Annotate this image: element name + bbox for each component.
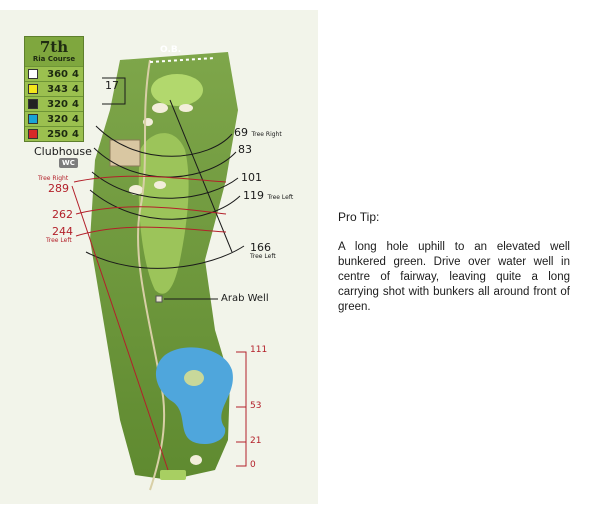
tee-row-white: [25, 66, 83, 81]
tee-row-yellow: [25, 81, 83, 96]
distance-119-note: Tree Left: [267, 194, 294, 201]
fairway-bunker-3: [190, 455, 202, 465]
water-island: [184, 370, 204, 386]
tee-box: [160, 470, 186, 480]
tee-row-black: [25, 96, 83, 111]
tee-row-red: [25, 126, 83, 141]
distance-83: 83: [238, 143, 252, 156]
tee-yards: 250: [47, 128, 68, 140]
tee-yards: 343: [47, 83, 68, 95]
tee-par: 4: [72, 128, 79, 140]
distance-289: 289: [48, 182, 69, 195]
tee-par: 4: [72, 113, 79, 125]
distance-166-note: Tree Left: [250, 253, 276, 260]
tee-yards: 360: [47, 68, 68, 80]
tee-swatch: [28, 99, 38, 109]
ob-label: O.B.: [160, 45, 182, 55]
tee-yards: 320: [47, 98, 68, 110]
pro-tip-title: Pro Tip:: [338, 210, 380, 224]
green: [151, 74, 203, 106]
distance-244: 244: [52, 225, 73, 238]
wc-badge: WC: [59, 158, 78, 168]
water-distance-111: 111: [250, 345, 268, 355]
hole-number: 7th: [39, 38, 69, 56]
distance-17: 17: [105, 79, 119, 92]
tee-par: 4: [72, 68, 79, 80]
tee-swatch: [28, 114, 38, 124]
distance-289-note: Tree Right: [38, 175, 69, 182]
tee-swatch: [28, 69, 38, 79]
pro-tip-body: A long hole uphill to an elevated well bunkered green. Drive over water well in centre of fairway, leaving quite a long carrying shot with bunkers all around front of green.: [338, 241, 570, 313]
distance-262: 262: [52, 208, 73, 221]
distance-119-value: 119: [243, 189, 264, 202]
water-distance-53: 53: [250, 401, 262, 411]
distance-69: [234, 127, 282, 138]
tee-swatch: [28, 84, 38, 94]
distance-119: [243, 190, 293, 201]
water-distance-21: 21: [250, 436, 262, 446]
course-name: Ria Course: [32, 55, 76, 63]
tee-yards: 320: [47, 113, 68, 125]
water-distance-0: 0: [250, 460, 256, 470]
fairway-bunker-2: [154, 181, 166, 189]
arab-well-marker: [156, 296, 162, 302]
greenside-bunker-2: [179, 104, 193, 112]
distance-101: 101: [241, 171, 262, 184]
arab-well-label: Arab Well: [221, 293, 269, 304]
tee-swatch: [28, 129, 38, 139]
clubhouse-building: [110, 140, 140, 166]
scorecard: [24, 36, 84, 142]
tee-par: 4: [72, 98, 79, 110]
clubhouse-label: Clubhouse: [34, 145, 92, 158]
distance-244-note: Tree Left: [46, 237, 72, 244]
distance-166: 166: [250, 241, 271, 254]
tee-par: 4: [72, 83, 79, 95]
tee-row-blue: [25, 111, 83, 126]
distance-69-note: Tree Right: [251, 131, 282, 138]
greenside-bunker-1: [152, 103, 168, 113]
distance-69-value: 69: [234, 126, 248, 139]
